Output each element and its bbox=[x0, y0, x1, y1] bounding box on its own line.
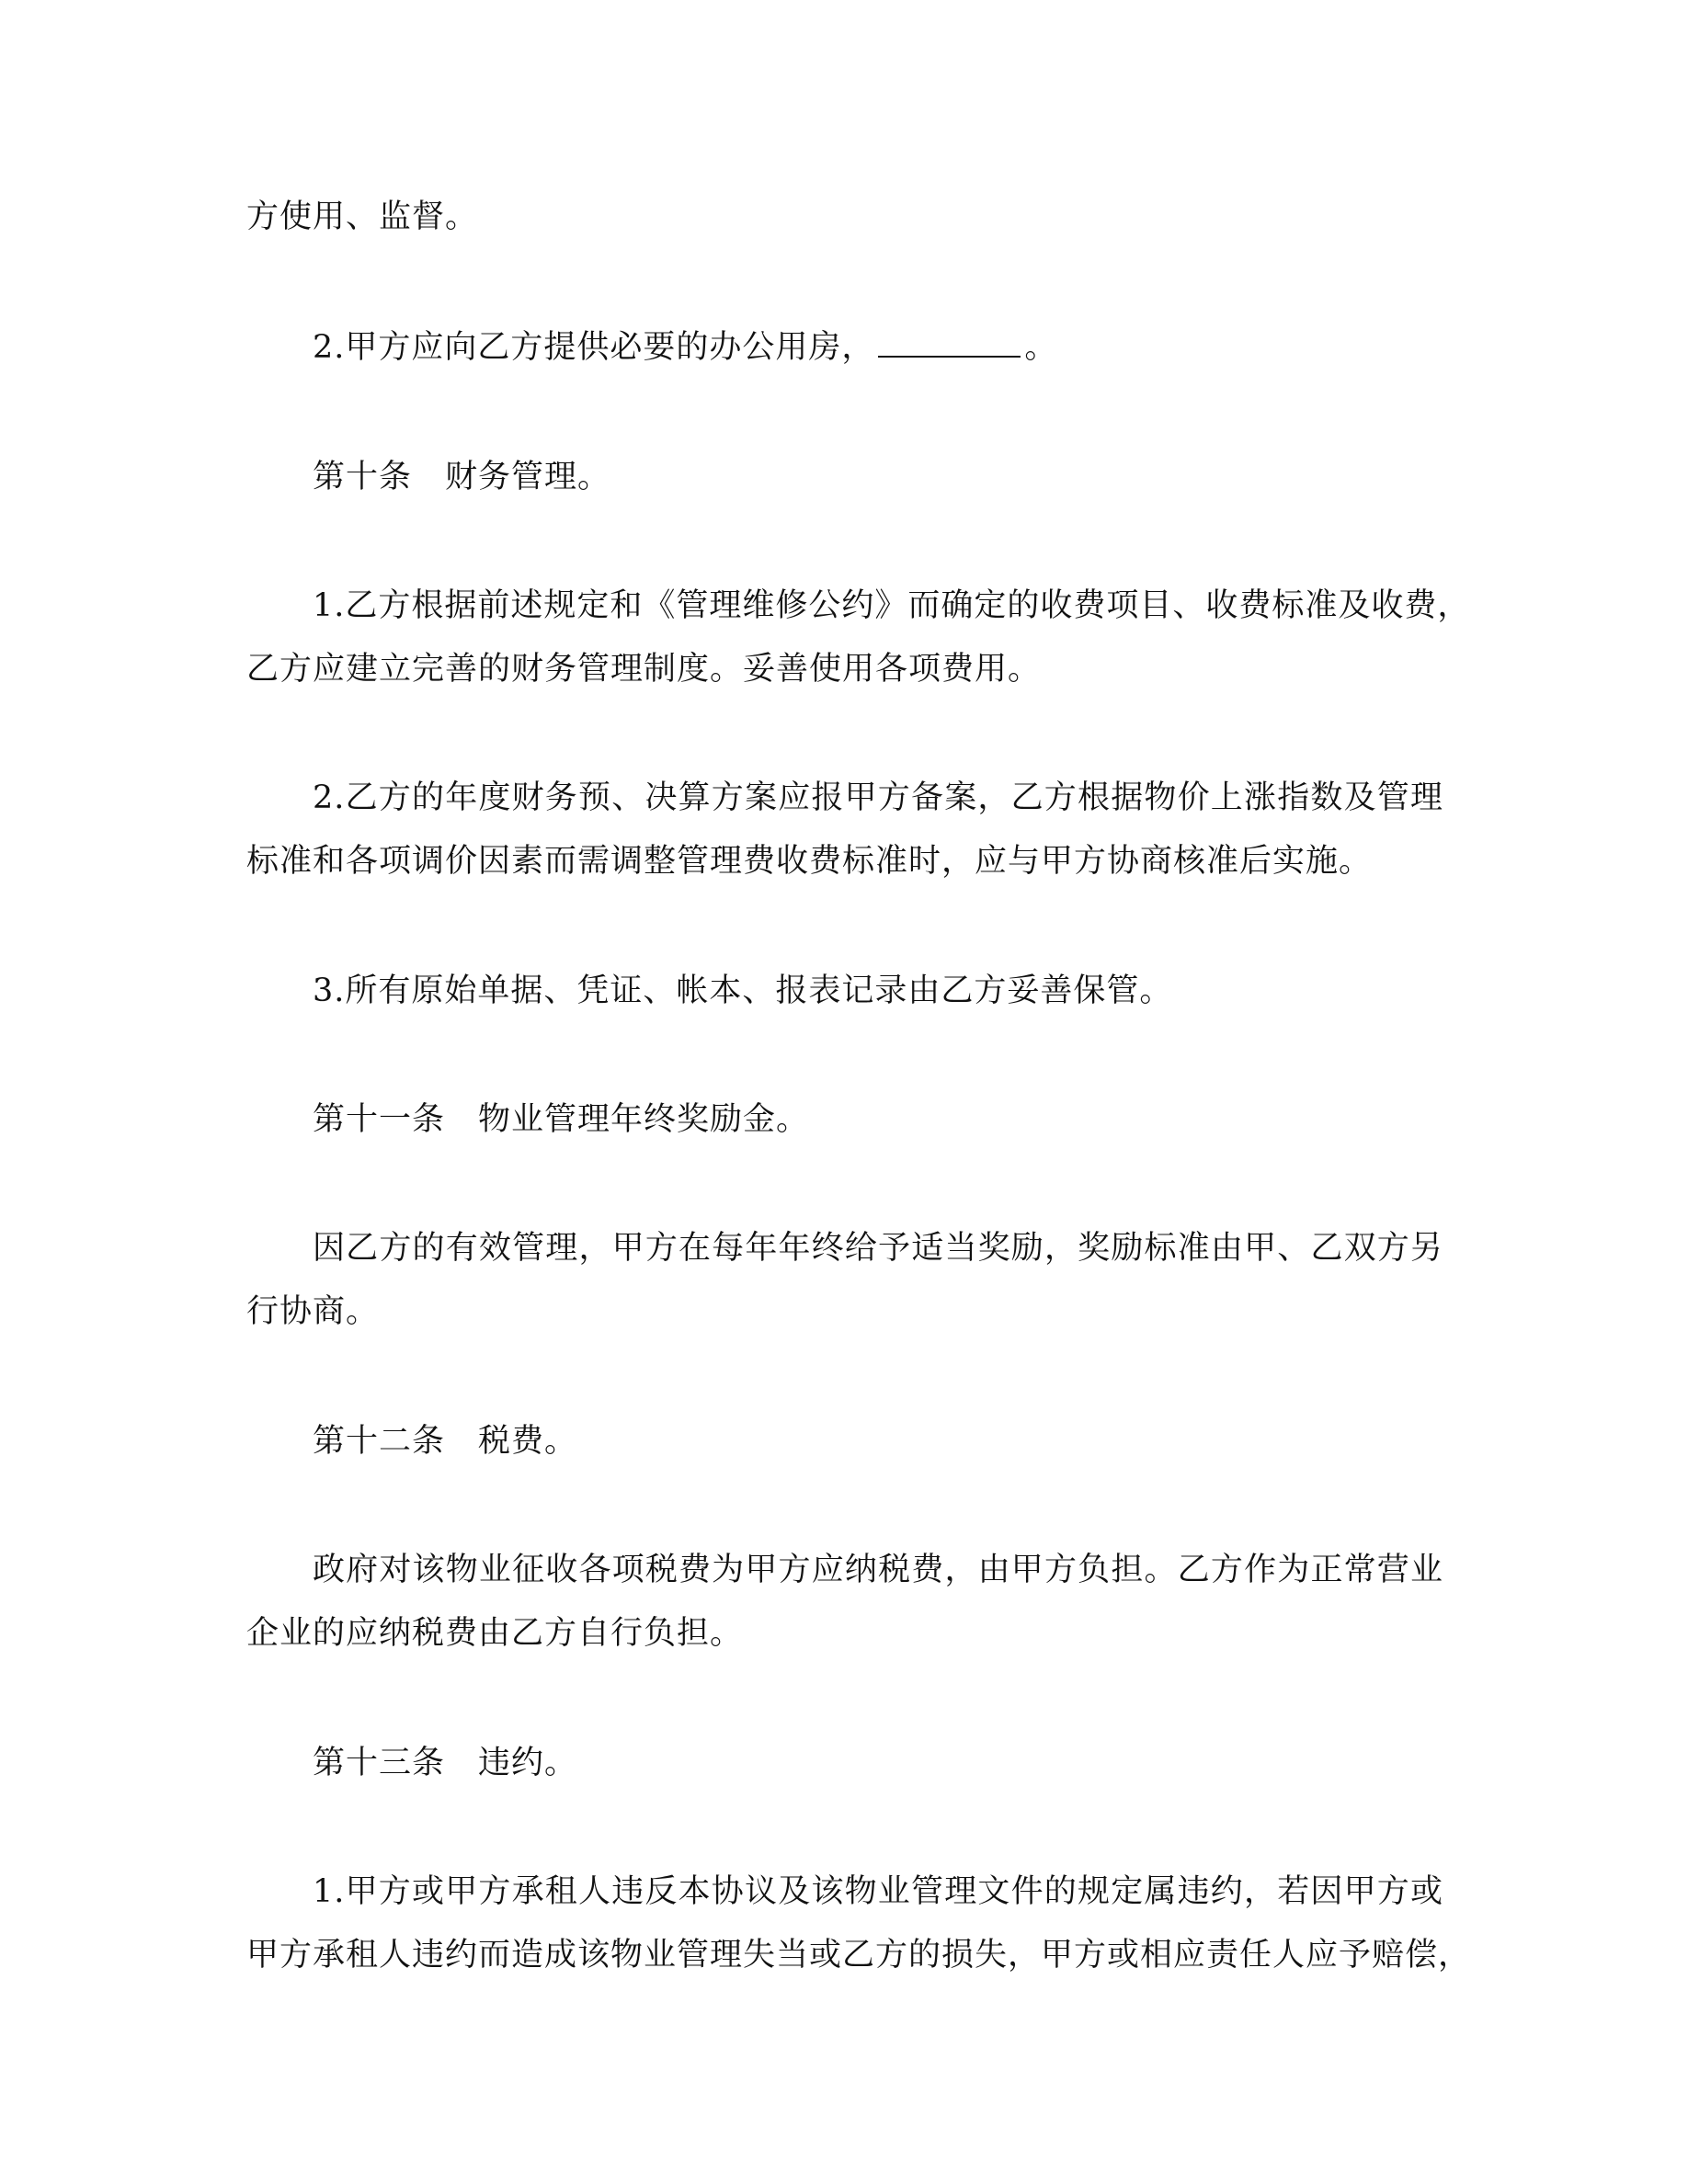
text-line: 标准和各项调价因素而需调整管理费收费标准时，应与甲方协商核准后实施。 bbox=[246, 843, 1373, 880]
text-line: 方使用、监督。 bbox=[246, 199, 479, 235]
article-heading: 第十二条 税费。 bbox=[313, 1423, 578, 1460]
text-line: 行协商。 bbox=[246, 1293, 380, 1330]
text-fragment: 。 bbox=[1024, 329, 1058, 366]
text-line: 1.甲方或甲方承租人违反本协议及该物业管理文件的规定属违约，若因甲方或 bbox=[313, 1873, 1443, 1910]
text-line: 政府对该物业征收各项税费为甲方应纳税费，由甲方负担。乙方作为正常营业 bbox=[313, 1552, 1443, 1588]
text-line: 因乙方的有效管理，甲方在每年年终给予适当奖励，奖励标准由甲、乙双方另 bbox=[313, 1230, 1443, 1267]
article-heading: 第十条 财务管理。 bbox=[313, 459, 611, 495]
text-line: 乙方应建立完善的财务管理制度。妥善使用各项费用。 bbox=[246, 651, 1042, 688]
text-line: 1.乙方根据前述规定和《管理维修公约》而确定的收费项目、收费标准及收费， bbox=[313, 587, 1471, 624]
text-line: 甲方承租人违约而造成该物业管理失当或乙方的损失，甲方或相应责任人应予赔偿， bbox=[246, 1937, 1472, 1974]
text-line: 2.乙方的年度财务预、决算方案应报甲方备案，乙方根据物价上涨指数及管理 bbox=[313, 779, 1443, 816]
article-heading: 第十三条 违约。 bbox=[313, 1745, 578, 1781]
text-line: 3.所有原始单据、凭证、帐本、报表记录由乙方妥善保管。 bbox=[313, 973, 1173, 1009]
article-heading: 第十一条 物业管理年终奖励金。 bbox=[313, 1101, 810, 1138]
text-line: 企业的应纳税费由乙方自行负担。 bbox=[246, 1615, 744, 1652]
fill-in-blank bbox=[878, 328, 1021, 358]
text-fragment: 2.甲方应向乙方提供必要的办公用房， bbox=[313, 329, 875, 366]
text-line bbox=[313, 327, 1057, 368]
